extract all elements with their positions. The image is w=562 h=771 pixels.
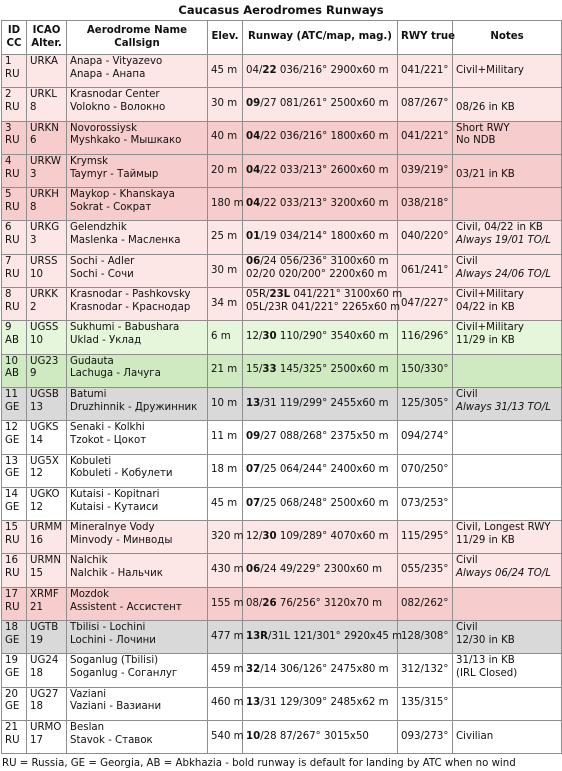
cell-id: 12 GE — [2, 421, 27, 454]
cell-id: 20 GE — [2, 687, 27, 720]
cell-icao: XRMF 21 — [27, 587, 67, 620]
page-title: Caucasus Aerodromes Runways — [178, 3, 384, 17]
cell-aerodrome-name: Novorossiysk Myshkako - Мышкако — [67, 121, 208, 154]
cell-icao: URSS 10 — [27, 254, 67, 287]
cell-id: 9 AB — [2, 321, 27, 354]
table-row — [2, 587, 562, 620]
runway-line: 07/25 064/244° 2400x60 m — [246, 464, 389, 476]
runway-line: 01/19 034/214° 1800x60 m — [246, 231, 389, 243]
table-row — [2, 321, 562, 354]
cell-rwy-true: 087/267° — [398, 88, 453, 121]
cell-notes: Civil Always 31/13 TO/L — [453, 387, 562, 420]
cell-elevation: 21 m — [208, 354, 243, 387]
table-row — [2, 554, 562, 587]
cell-runway — [243, 454, 398, 487]
runway-line: 13/31 119/299° 2455x60 m — [246, 397, 389, 409]
cell-notes: Short RWY No NDB — [453, 121, 562, 154]
cell-rwy-true: 094/274° — [398, 421, 453, 454]
cell-elevation: 40 m — [208, 121, 243, 154]
runway-line: 12/30 109/289° 4070x60 m — [246, 530, 389, 542]
cell-icao: URMO 17 — [27, 720, 67, 753]
runway-line: 02/20 020/200° 2200x60 m — [246, 268, 388, 280]
cell-icao: URKK 2 — [27, 288, 67, 321]
header-icao: ICAO Alter. — [27, 21, 67, 55]
cell-rwy-true: 116/296° — [398, 321, 453, 354]
cell-notes: Civil+Military 11/29 in KB — [453, 321, 562, 354]
cell-icao: URKW 3 — [27, 154, 67, 187]
runway-line: 32/14 306/126° 2475x80 m — [246, 664, 389, 676]
cell-id: 21 RU — [2, 720, 27, 753]
cell-icao: UG5X 12 — [27, 454, 67, 487]
cell-icao: URMM 16 — [27, 521, 67, 554]
cell-id: 16 RU — [2, 554, 27, 587]
cell-notes: 31/13 in KB (IRL Closed) — [453, 654, 562, 687]
cell-icao: URKH 8 — [27, 188, 67, 221]
table-row — [2, 387, 562, 420]
cell-runway — [243, 687, 398, 720]
runway-line: 10/28 87/267° 3015x50 — [246, 730, 369, 742]
cell-elevation: 45 m — [208, 55, 243, 88]
cell-runway — [243, 487, 398, 520]
runway-line: 04/22 036/216° 2900x60 m — [246, 64, 389, 76]
cell-aerodrome-name: Gelendzhik Maslenka - Масленка — [67, 221, 208, 254]
cell-aerodrome-name: Nalchik Nalchik - Нальчик — [67, 554, 208, 587]
table-row — [2, 687, 562, 720]
cell-runway — [243, 720, 398, 753]
cell-id: 1 RU — [2, 55, 27, 88]
cell-id: 15 RU — [2, 521, 27, 554]
cell-rwy-true: 135/315° — [398, 687, 453, 720]
runway-line: 06/24 49/229° 2300x60 m — [246, 564, 383, 576]
cell-elevation: 6 m — [208, 321, 243, 354]
cell-rwy-true: 093/273° — [398, 720, 453, 753]
cell-notes — [453, 587, 562, 620]
cell-id: 17 RU — [2, 587, 27, 620]
cell-notes: Civil+Military 04/22 in KB — [453, 288, 562, 321]
header-id: ID CC — [2, 21, 27, 55]
cell-icao: URKN 6 — [27, 121, 67, 154]
cell-icao: UGKS 14 — [27, 421, 67, 454]
table-row — [2, 720, 562, 753]
runway-line: 09/27 088/268° 2375x50 m — [246, 431, 389, 443]
cell-id: 10 AB — [2, 354, 27, 387]
cell-rwy-true: 040/220° — [398, 221, 453, 254]
cell-rwy-true: 038/218° — [398, 188, 453, 221]
cell-runway — [243, 321, 398, 354]
cell-aerodrome-name: Sukhumi - Babushara Uklad - Уклад — [67, 321, 208, 354]
cell-runway — [243, 654, 398, 687]
runway-line: 12/30 110/290° 3540x60 m — [246, 331, 389, 343]
cell-elevation: 10 m — [208, 387, 243, 420]
cell-aerodrome-name: Maykop - Khanskaya Sokrat - Сократ — [67, 188, 208, 221]
runway-line: 04/22 036/216° 1800x60 m — [246, 131, 389, 143]
cell-notes: 03/21 in KB — [453, 154, 562, 187]
cell-rwy-true: 041/221° — [398, 121, 453, 154]
cell-elevation: 540 m — [208, 720, 243, 753]
cell-runway — [243, 587, 398, 620]
cell-runway — [243, 88, 398, 121]
cell-notes — [453, 421, 562, 454]
cell-elevation: 34 m — [208, 288, 243, 321]
cell-elevation: 459 m — [208, 654, 243, 687]
cell-rwy-true: 061/241° — [398, 254, 453, 287]
cell-runway — [243, 154, 398, 187]
runway-line: 07/25 068/248° 2500x60 m — [246, 497, 389, 509]
cell-icao: URKG 3 — [27, 221, 67, 254]
cell-rwy-true: 041/221° — [398, 55, 453, 88]
cell-elevation: 30 m — [208, 254, 243, 287]
cell-icao: URKL 8 — [27, 88, 67, 121]
cell-notes — [453, 188, 562, 221]
cell-runway — [243, 354, 398, 387]
table-row — [2, 254, 562, 287]
table-row — [2, 621, 562, 654]
cell-runway — [243, 254, 398, 287]
runway-line: 09/27 081/261° 2500x60 m — [246, 98, 389, 110]
cell-id: 8 RU — [2, 288, 27, 321]
runway-line: 05L/23R 041/221° 2265x60 m — [246, 301, 401, 313]
cell-notes: Civil Always 06/24 TO/L — [453, 554, 562, 587]
cell-rwy-true: 073/253° — [398, 487, 453, 520]
cell-aerodrome-name: Anapa - Vityazevo Anapa - Анапа — [67, 55, 208, 88]
cell-runway — [243, 521, 398, 554]
runway-line: 15/33 145/325° 2500x60 m — [246, 364, 389, 376]
cell-runway — [243, 55, 398, 88]
cell-runway — [243, 288, 403, 321]
cell-rwy-true: 070/250° — [398, 454, 453, 487]
table-row — [2, 288, 562, 321]
table-row — [2, 121, 562, 154]
cell-id: 6 RU — [2, 221, 27, 254]
cell-aerodrome-name: Krasnodar - Pashkovsky Krasnodar - Краснодар — [67, 288, 208, 321]
cell-rwy-true: 115/295° — [398, 521, 453, 554]
header-rwy-true: RWY true — [398, 21, 453, 55]
cell-icao: UGTB 19 — [27, 621, 67, 654]
header-notes: Notes — [453, 21, 562, 55]
cell-icao: URMN 15 — [27, 554, 67, 587]
cell-aerodrome-name: Tbilisi - Lochini Lochini - Лочини — [67, 621, 208, 654]
cell-elevation: 180 m — [208, 188, 243, 221]
table-row — [2, 421, 562, 454]
cell-elevation: 430 m — [208, 554, 243, 587]
cell-aerodrome-name: Mozdok Assistent - Ассистент — [67, 587, 208, 620]
cell-elevation: 460 m — [208, 687, 243, 720]
cell-runway — [243, 121, 398, 154]
legend-footer: RU = Russia, GE = Georgia, AB = Abkhazia - bold runway is default for landing by ATC when no wind — [2, 758, 516, 770]
cell-id: 2 RU — [2, 88, 27, 121]
cell-notes: 08/26 in KB — [453, 88, 562, 121]
cell-rwy-true: 150/330° — [398, 354, 453, 387]
table-row — [2, 454, 562, 487]
cell-aerodrome-name: Kutaisi - Kopitnari Kutaisi - Кутаиси — [67, 487, 208, 520]
cell-elevation: 477 m — [208, 621, 243, 654]
cell-runway — [243, 421, 398, 454]
cell-elevation: 30 m — [208, 88, 243, 121]
cell-notes — [453, 487, 562, 520]
cell-elevation: 20 m — [208, 154, 243, 187]
cell-id: 7 RU — [2, 254, 27, 287]
cell-icao: UG23 9 — [27, 354, 67, 387]
cell-aerodrome-name: Beslan Stavok - Ставок — [67, 720, 208, 753]
cell-icao: UGSB 13 — [27, 387, 67, 420]
table-row — [2, 55, 562, 88]
cell-elevation: 45 m — [208, 487, 243, 520]
header-elev: Elev. — [208, 21, 243, 55]
cell-rwy-true: 128/308° — [398, 621, 453, 654]
cell-aerodrome-name: Soganlug (Tbilisi) Soganlug - Соганлуг — [67, 654, 208, 687]
header-runway: Runway (ATC/map, mag.) — [243, 21, 398, 55]
runway-line: 06/24 056/236° 3100x60 m — [246, 255, 389, 267]
cell-rwy-true: 312/132° — [398, 654, 453, 687]
runway-line: 13/31 129/309° 2485x62 m — [246, 697, 389, 709]
table-row — [2, 654, 562, 687]
cell-notes — [453, 687, 562, 720]
cell-aerodrome-name: Krasnodar Center Volokno - Волокно — [67, 88, 208, 121]
cell-aerodrome-name: Vaziani Vaziani - Вазиани — [67, 687, 208, 720]
cell-notes — [453, 354, 562, 387]
cell-id: 13 GE — [2, 454, 27, 487]
cell-runway — [243, 188, 398, 221]
cell-rwy-true: 125/305° — [398, 387, 453, 420]
cell-id: 19 GE — [2, 654, 27, 687]
table-row — [2, 487, 562, 520]
cell-aerodrome-name: Gudauta Lachuga - Лачуга — [67, 354, 208, 387]
cell-icao: UG27 18 — [27, 687, 67, 720]
cell-id: 11 GE — [2, 387, 27, 420]
cell-notes: Civil 12/30 in KB — [453, 621, 562, 654]
cell-notes: Civil, Longest RWY 11/29 in KB — [453, 521, 562, 554]
cell-elevation: 18 m — [208, 454, 243, 487]
cell-notes: Civil+Military — [453, 55, 562, 88]
cell-runway — [243, 621, 403, 654]
cell-icao: UGKO 12 — [27, 487, 67, 520]
runway-line: 13R/31L 121/301° 2920x45 m — [246, 630, 403, 642]
cell-id: 5 RU — [2, 188, 27, 221]
cell-id: 18 GE — [2, 621, 27, 654]
cell-elevation: 11 m — [208, 421, 243, 454]
table-row — [2, 154, 562, 187]
cell-elevation: 320 m — [208, 521, 243, 554]
table-row — [2, 188, 562, 221]
cell-elevation: 25 m — [208, 221, 243, 254]
cell-rwy-true: 039/219° — [398, 154, 453, 187]
cell-id: 3 RU — [2, 121, 27, 154]
cell-rwy-true: 055/235° — [398, 554, 453, 587]
table-row — [2, 221, 562, 254]
cell-runway — [243, 387, 398, 420]
runway-line: 08/26 76/256° 3120x70 m — [246, 597, 383, 609]
cell-icao: UG24 18 — [27, 654, 67, 687]
runway-line: 04/22 033/213° 3200x60 m — [246, 197, 389, 209]
cell-aerodrome-name: Sochi - Adler Sochi - Сочи — [67, 254, 208, 287]
cell-elevation: 155 m — [208, 587, 243, 620]
header-row — [2, 21, 562, 55]
table-row — [2, 354, 562, 387]
cell-rwy-true: 047/227° — [398, 288, 453, 321]
cell-runway — [243, 554, 398, 587]
cell-notes: Civilian — [453, 720, 562, 753]
runway-line: 05R/23L 041/221° 3100x60 m — [246, 289, 403, 301]
cell-id: 14 GE — [2, 487, 27, 520]
cell-icao: URKA — [27, 55, 67, 88]
cell-notes: Civil Always 24/06 TO/L — [453, 254, 562, 287]
cell-notes — [453, 454, 562, 487]
cell-icao: UGSS 10 — [27, 321, 67, 354]
table-row — [2, 521, 562, 554]
cell-id: 4 RU — [2, 154, 27, 187]
cell-aerodrome-name: Senaki - Kolkhi Tzokot - Цокот — [67, 421, 208, 454]
table-row — [2, 88, 562, 121]
runway-line: 04/22 033/213° 2600x60 m — [246, 164, 389, 176]
cell-rwy-true: 082/262° — [398, 587, 453, 620]
cell-aerodrome-name: Krymsk Taymyr - Таймыр — [67, 154, 208, 187]
cell-notes: Civil, 04/22 in KB Always 19/01 TO/L — [453, 221, 562, 254]
cell-runway — [243, 221, 398, 254]
cell-aerodrome-name: Batumi Druzhinnik - Дружинник — [67, 387, 208, 420]
cell-aerodrome-name: Kobuleti Kobuleti - Кобулети — [67, 454, 208, 487]
header-name: Aerodrome Name Callsign — [67, 21, 208, 55]
runways-table — [1, 20, 562, 754]
cell-aerodrome-name: Mineralnye Vody Minvody - Минводы — [67, 521, 208, 554]
